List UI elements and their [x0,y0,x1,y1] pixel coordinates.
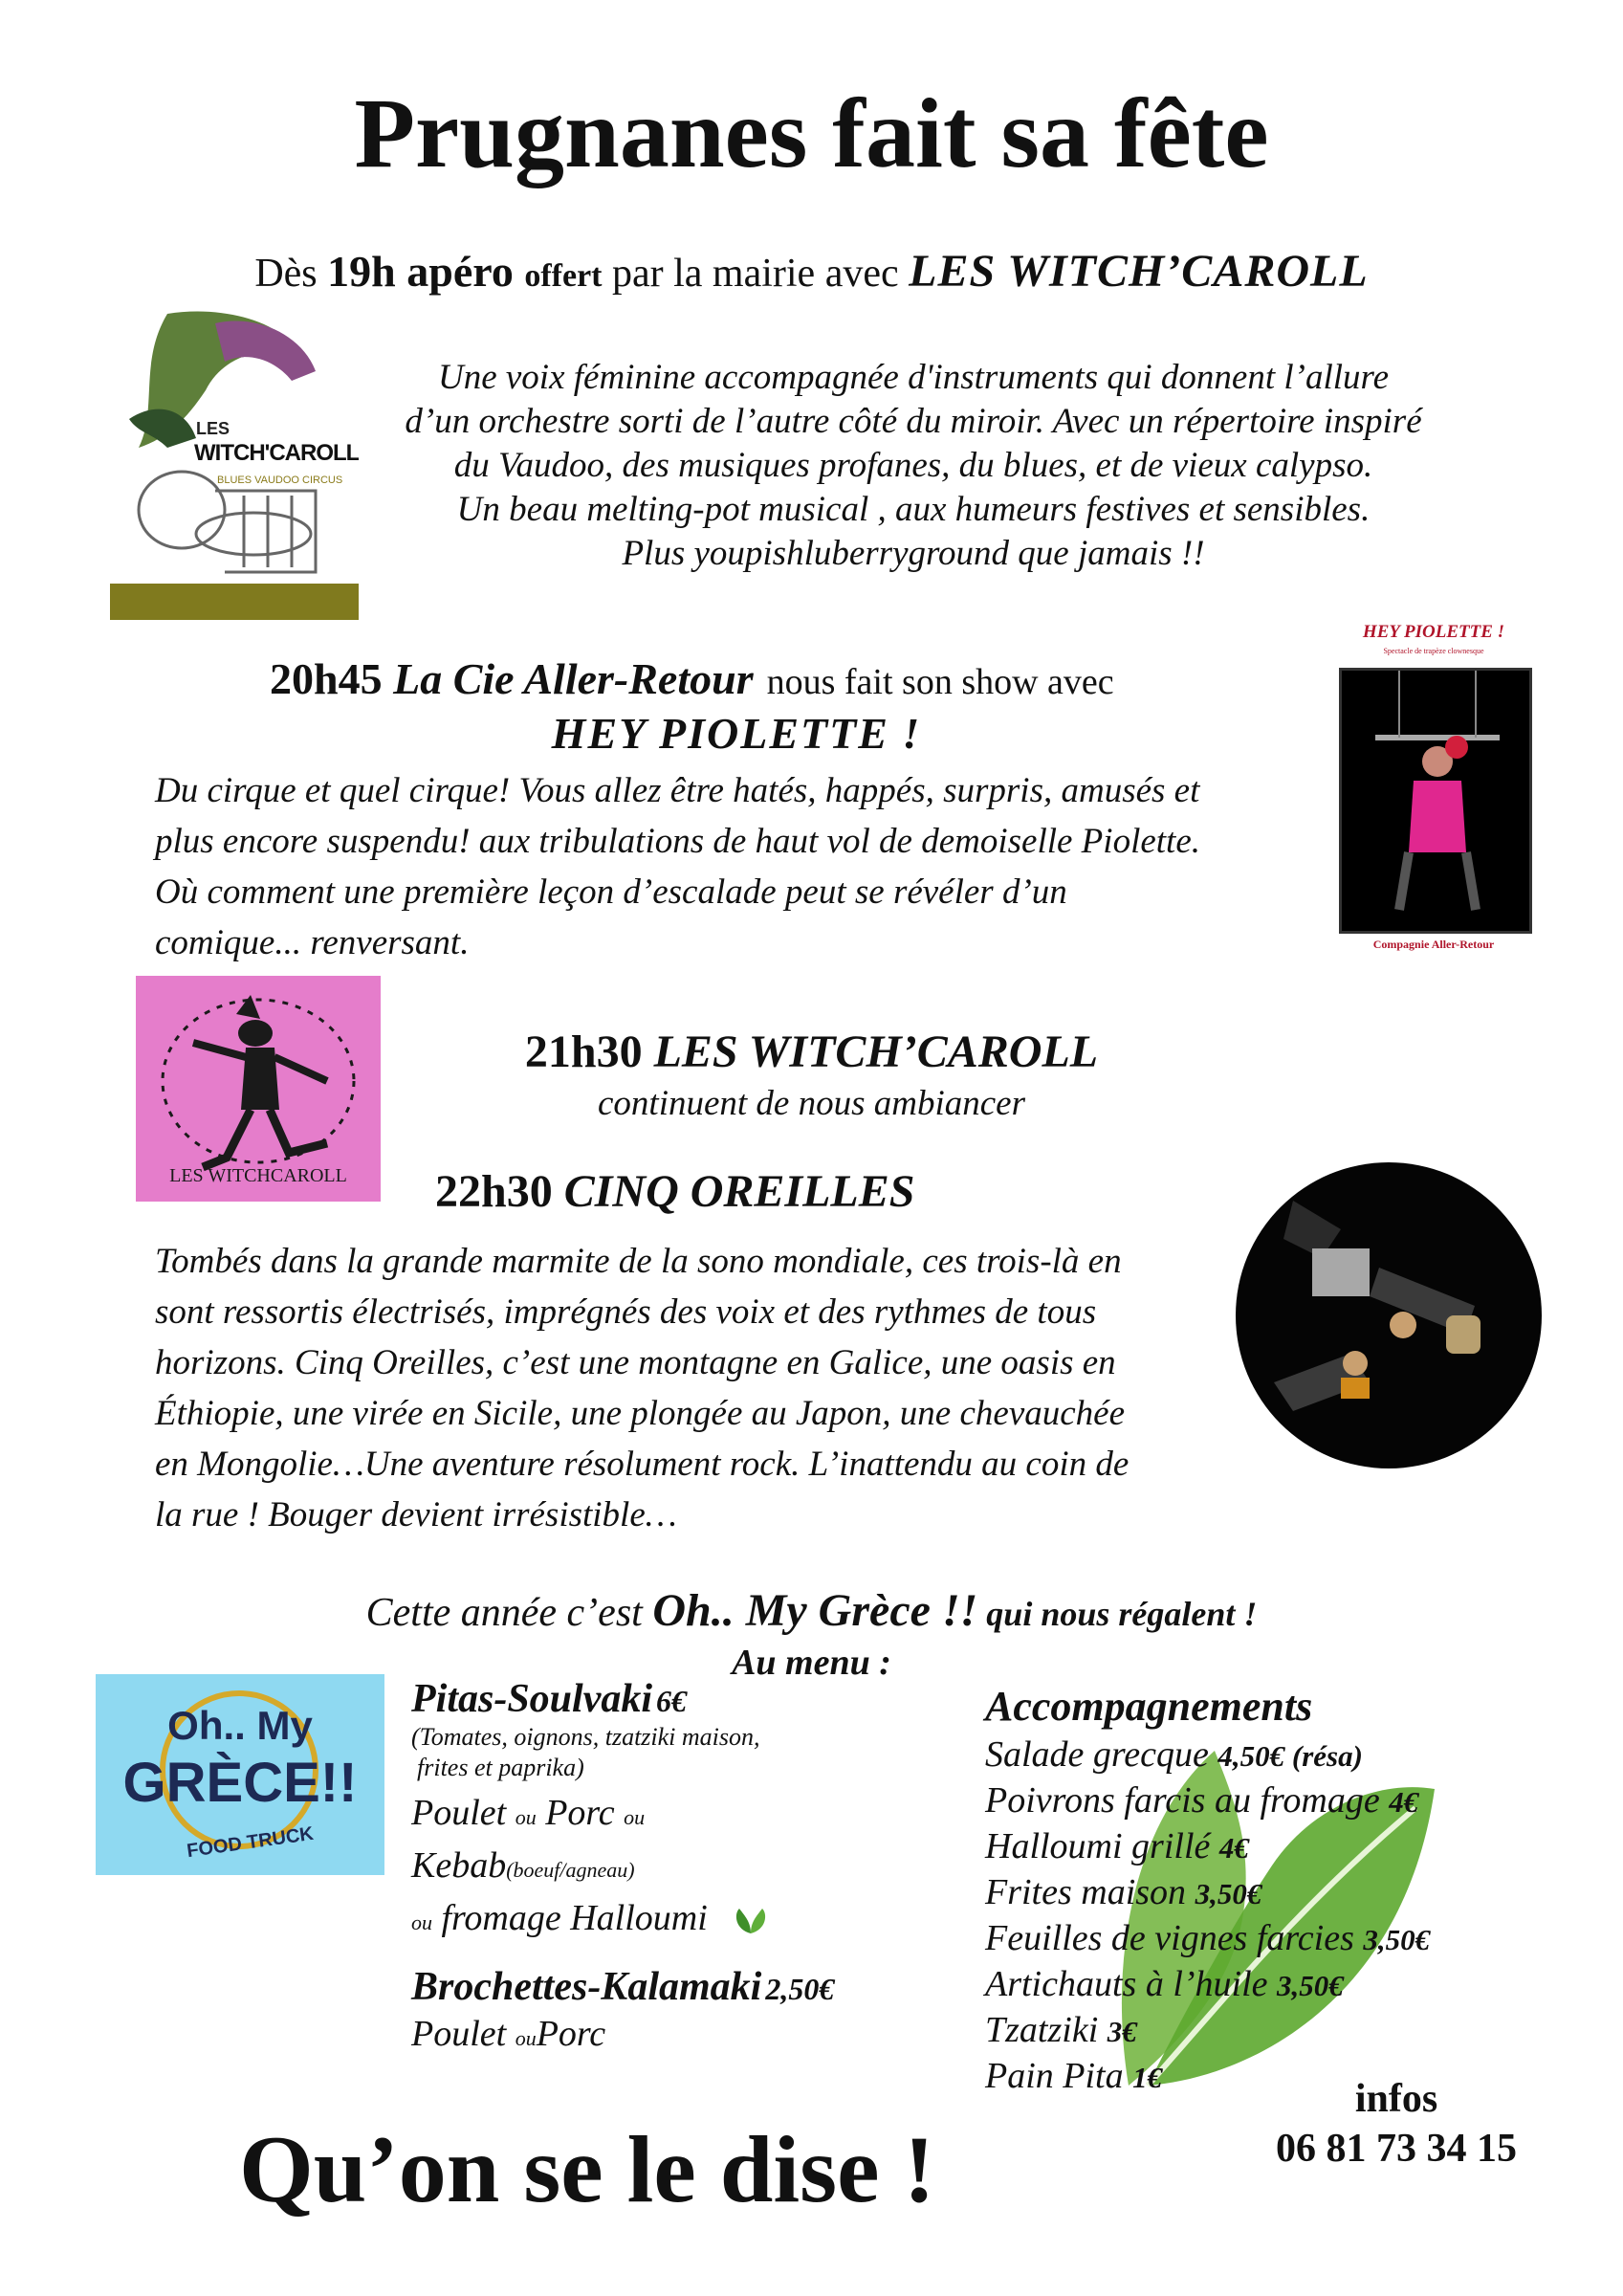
accomp-name: Poivrons farcis au fromage [985,1780,1390,1821]
brochettes-porc: Porc [536,2014,606,2054]
pitas-note-1: (Tomates, oignons, tzatziki maison, [411,1723,760,1751]
pitas-heading [411,1676,947,1722]
pitas-ou-2: ou [624,1805,646,1829]
pitas-option-halloumi [411,1894,947,1947]
brochettes-name: Brochettes-Kalamaki [411,1965,762,2009]
accomp-name: Salade grecque [985,1734,1218,1775]
piolette-poster-footer: Compagnie Aller-Retour [1372,938,1495,951]
pitas-price: 6€ [656,1684,688,1718]
piolette-description [155,765,1303,968]
accompagnement-item [985,1824,1559,1870]
witch-desc-line: Un beau melting-pot musical , aux humeurs festives et sensibles. [456,490,1371,529]
slot-2130-band: LES WITCH’CAROLL [653,1027,1099,1077]
pitas-ou-3: ou [411,1910,432,1934]
closing-slogan: Qu’on se le dise ! [239,2116,935,2222]
cinq-oreilles-photo [1236,1162,1542,1468]
grece-intro-line [0,1584,1623,1637]
accompagnement-item [985,1962,1559,2008]
infos-block [1253,2074,1540,2174]
apero-des: Dès [254,252,328,296]
slot-2130-subtitle: continuent de nous ambiancer [598,1084,1025,1123]
pitas-name: Pitas-Soulvaki [411,1677,653,1721]
page-title: Prugnanes fait sa fête [354,78,1269,188]
slot-2045-time: 20h45 [270,654,394,703]
accomp-price: 1€ [1132,2061,1163,2094]
slot-2045-rest: nous fait son show avec [766,662,1114,702]
accomp-price: 4€ [1218,1831,1249,1865]
vegetarian-leaf-icon [732,1905,770,1937]
accompagnement-item [985,2008,1559,2054]
apero-line [0,245,1623,298]
accompagnement-item [985,1916,1559,1962]
cinq-desc-line: Tombés dans la grande marmite de la sono mondiale, ces trois-là en [155,1242,1122,1281]
accomp-name: Feuilles de vignes farcies [985,1918,1364,1958]
witch-desc-line: Plus youpishluberryground que jamais !! [622,534,1205,573]
grece-logo-line2: GRÈCE!! [122,1752,358,1814]
pitas-kebab: Kebab [411,1845,507,1886]
hey-piolette-poster [1327,622,1540,966]
accompagnement-item [985,1778,1559,1824]
piolette-desc-line: Où comment une première leçon d’escalade peut se révéler d’un [155,872,1067,912]
piolette-poster-subtitle: Spectacle de trapèze clownesque [1383,647,1484,655]
accompagnements-title: Accompagnements [985,1683,1313,1730]
witch-pink-caption: LES WITCHCAROLL [169,1165,347,1186]
piolette-desc-line: comique... renversant. [155,923,470,962]
slot-2230-time: 22h30 [435,1166,564,1217]
witch-poster-line1: LES [196,419,230,438]
accomp-price: 4,50€ (résa) [1217,1739,1363,1773]
apero-rest: par la mairie avec [602,252,910,296]
apero-offert: offert [524,258,603,294]
piolette-desc-line: Du cirque et quel cirque! Vous allez être hatés, happés, surpris, amusés et [155,771,1200,810]
piolette-poster-title: HEY PIOLETTE ! [1362,622,1505,642]
au-menu-heading: Au menu : [732,1643,891,1683]
cinq-desc-line: sont ressortis électrisés, imprégnés des voix et des rythmes de tous [155,1292,1097,1332]
pitas-poulet: Poulet [411,1793,507,1833]
pitas-option-kebab [411,1842,947,1894]
brochettes-ou: ou [515,2026,537,2050]
grece-excl: !! [930,1585,978,1636]
accomp-price: 3€ [1107,2015,1137,2048]
witch-desc-line: du Vaudoo, des musiques profanes, du blues, et de vieux calypso. [453,446,1373,485]
pitas-ou-1: ou [515,1805,537,1829]
pitas-option-meat [411,1789,947,1842]
accomp-price: 3,50€ [1363,1923,1431,1956]
slot-2130-time: 21h30 [524,1027,654,1077]
cinq-desc-line: la rue ! Bouger devient irrésistible… [155,1495,677,1534]
apero-time: 19h apéro [327,247,525,296]
accomp-price: 3,50€ [1277,1969,1344,2002]
oh-my-grece-logo [96,1674,384,1875]
accomp-name: Frites maison [985,1872,1195,1912]
pitas-fromage: fromage Halloumi [441,1898,708,1938]
infos-label: infos [1354,2077,1438,2121]
accomp-price: 4€ [1389,1785,1419,1819]
cinq-desc-line: en Mongolie…Une aventure résolument rock. L’inattendu au coin de [155,1445,1130,1484]
infos-phone[interactable]: 06 81 73 34 15 [1276,2127,1517,2171]
accomp-name: Halloumi grillé [985,1826,1219,1866]
slot-2045-company: La Cie Aller-Retour [393,654,754,703]
slot-2045-heading [270,653,1114,704]
accomp-name: Tzatziki [985,2010,1108,2050]
witch-poster-line2: WITCH'CAROLL [194,440,359,466]
grece-name: Oh.. My Grèce [652,1585,931,1636]
grece-logo-line3: FOOD TRUCK [186,1822,316,1863]
menu-main-dishes [411,1676,947,2063]
pitas-porc: Porc [545,1793,615,1833]
menu-accompagnements [985,1682,1559,2100]
slot-2045-show: HEY PIOLETTE ! [551,709,922,758]
brochettes-poulet: Poulet [411,2014,507,2054]
grece-intro: Cette année c’est [365,1591,653,1635]
witch-desc-line: Une voix féminine accompagnée d'instruments qui donnent l’allure [437,358,1389,397]
cinq-oreilles-description [155,1236,1226,1540]
witch-caroll-description [344,356,1482,576]
witch-poster-line3: BLUES VAUDOO CIRCUS [217,475,343,486]
slot-2130-heading [0,1026,1623,1078]
witch-desc-line: d’un orchestre sorti de l’autre côté du miroir. Avec un répertoire inspiré [405,402,1422,441]
accomp-name: Pain Pita [985,2056,1133,2096]
cinq-desc-line: Éthiopie, une virée en Sicile, une plongée au Japon, une chevauchée [155,1394,1126,1433]
brochettes-options [411,2010,947,2063]
accomp-price: 3,50€ [1195,1877,1262,1910]
pitas-note-2: frites et paprika) [417,1754,584,1781]
cinq-desc-line: horizons. Cinq Oreilles, c’est une montagne en Galice, une oasis en [155,1343,1116,1382]
piolette-desc-line: plus encore suspendu! aux tribulations de haut vol de demoiselle Piolette. [155,822,1200,861]
slot-2230-heading [435,1165,914,1218]
accompagnement-item [985,1733,1559,1778]
accompagnement-item [985,1870,1559,1916]
grece-rest: qui nous régalent ! [977,1595,1258,1633]
pitas-kebab-note: (boeuf/agneau) [506,1858,635,1882]
accomp-name: Artichauts à l’huile [985,1964,1278,2004]
brochettes-heading [411,1964,947,2010]
slot-2230-band: CINQ OREILLES [563,1166,915,1217]
witch-caroll-poster [110,304,359,620]
brochettes-price: 2,50€ [765,1972,835,2006]
apero-band: LES WITCH’CAROLL [909,246,1369,297]
grece-logo-line1: Oh.. My [167,1703,313,1748]
